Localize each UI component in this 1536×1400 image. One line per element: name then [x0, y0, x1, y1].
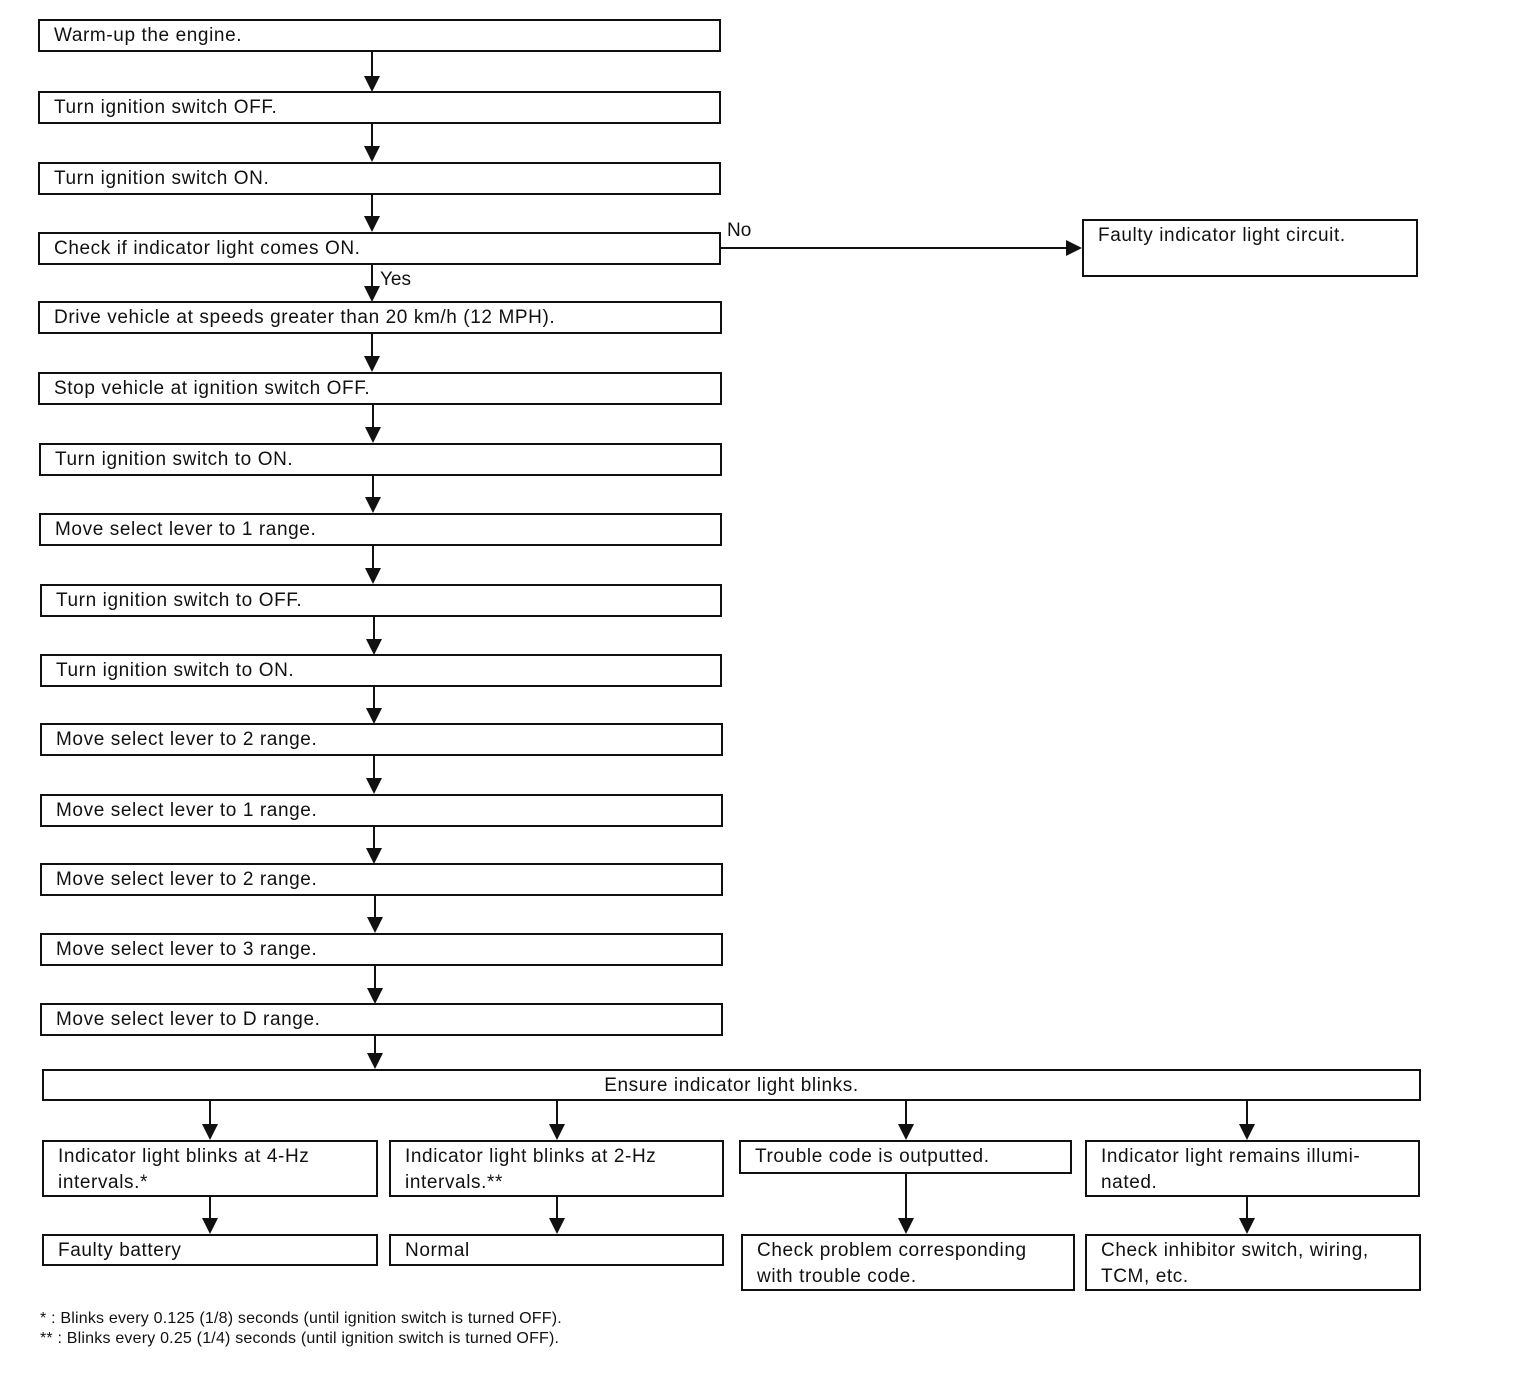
- action-box: Normal: [389, 1234, 724, 1266]
- step-box: Warm-up the engine.: [38, 19, 721, 52]
- step-box: Move select lever to 1 range.: [39, 513, 722, 546]
- step-box: Turn ignition switch OFF.: [38, 91, 721, 124]
- faulty-circuit-box: Faulty indicator light circuit.: [1082, 219, 1418, 277]
- step-box: Move select lever to 1 range.: [40, 794, 723, 827]
- step-box: Move select lever to D range.: [40, 1003, 723, 1036]
- footnote-double-asterisk: ** : Blinks every 0.25 (1/4) seconds (until ignition switch is turned OFF).: [40, 1330, 560, 1347]
- outcome-box: Indicator light remains illumi- nated.: [1085, 1140, 1420, 1197]
- outcome-box: Indicator light blinks at 2-Hz intervals.**: [389, 1140, 724, 1197]
- step-box: Turn ignition switch to ON.: [39, 443, 722, 476]
- outcome-box: Indicator light blinks at 4-Hz intervals.*: [42, 1140, 378, 1197]
- footnote-single-asterisk: * : Blinks every 0.125 (1/8) seconds (until ignition switch is turned OFF).: [40, 1310, 562, 1327]
- action-box: Check inhibitor switch, wiring, TCM, etc.: [1085, 1234, 1421, 1291]
- ensure-blinks-box: Ensure indicator light blinks.: [42, 1069, 1421, 1101]
- step-box: Drive vehicle at speeds greater than 20 km/h (12 MPH).: [38, 301, 722, 334]
- action-box: Check problem corresponding with trouble code.: [741, 1234, 1075, 1291]
- step-box: Stop vehicle at ignition switch OFF.: [38, 372, 722, 405]
- step-box: Move select lever to 3 range.: [40, 933, 723, 966]
- step-box: Check if indicator light comes ON.: [38, 232, 721, 265]
- no-label: No: [727, 220, 752, 241]
- step-box: Move select lever to 2 range.: [40, 863, 723, 896]
- step-box: Move select lever to 2 range.: [40, 723, 723, 756]
- outcome-box: Trouble code is outputted.: [739, 1140, 1072, 1174]
- step-box: Turn ignition switch to ON.: [40, 654, 722, 687]
- yes-label: Yes: [380, 269, 411, 290]
- action-box: Faulty battery: [42, 1234, 378, 1266]
- step-box: Turn ignition switch to OFF.: [40, 584, 722, 617]
- step-box: Turn ignition switch ON.: [38, 162, 721, 195]
